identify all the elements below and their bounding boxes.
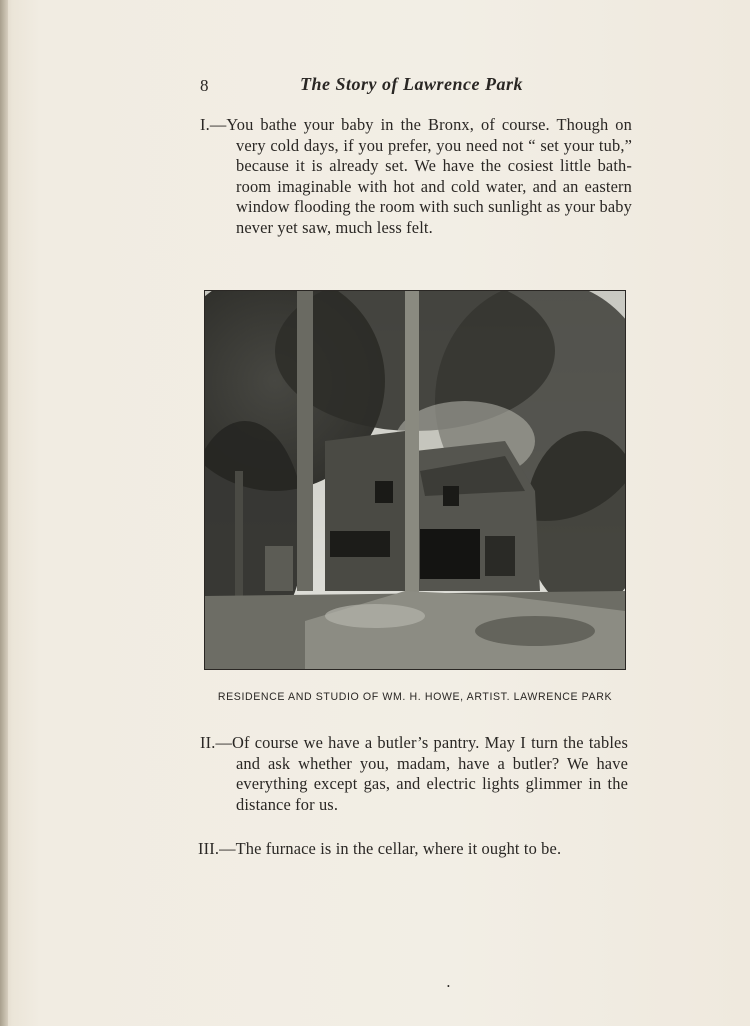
page-binding-edge	[0, 0, 8, 1026]
paragraph-2-text: II.—Of course we have a butler’s pantry. May I turn the tables and ask whether you, madam, have a butler? We have everything except gas, and electric lights glimmer in the distance for us.	[200, 733, 628, 814]
photo-caption: RESIDENCE AND STUDIO OF WM. H. HOWE, ARTIST. LAWRENCE PARK	[217, 691, 613, 703]
paragraph-1	[200, 115, 632, 238]
running-title: The Story of Lawrence Park	[300, 74, 523, 94]
house-photograph-image	[205, 291, 625, 669]
house-photograph	[204, 290, 626, 670]
paragraph-2	[200, 733, 628, 815]
page-number: 8	[200, 76, 209, 95]
paragraph-3-text: III.—The furnace is in the cellar, where it ought to be.	[198, 839, 562, 858]
paragraph-3	[198, 839, 638, 860]
page-ornament: •	[447, 982, 450, 991]
paragraph-1-text: I.—You bathe your baby in the Bronx, of course. Though on very cold days, if you prefer, you need not “ set your tub,” because it is already set. We have the cosiest little bath-room imaginable with hot and cold water, and an eastern window flooding the room with such sunlight as your baby never yet saw, much less felt.	[200, 115, 632, 237]
